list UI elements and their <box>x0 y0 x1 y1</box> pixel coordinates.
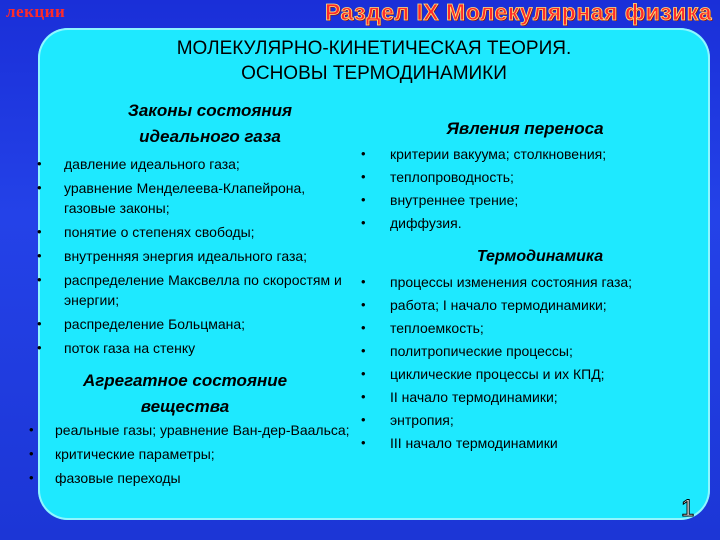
thermo-list <box>362 272 702 456</box>
list-item: • энтропия; <box>362 410 702 430</box>
list-item: • уравнение Менделеева-Клапейрона, газовые законы; <box>38 178 358 218</box>
slide-title-line2: ОСНОВЫ ТЕРМОДИНАМИКИ <box>241 63 507 84</box>
list-item: • диффузия. <box>362 213 702 233</box>
list-item: • поток газа на стенку <box>38 338 358 358</box>
list-item: • теплопроводность; <box>362 167 702 187</box>
list-item: • циклические процессы и их КПД; <box>362 364 702 384</box>
list-item: • критические параметры; <box>30 444 350 464</box>
ideal-gas-heading-line2: идеального газа <box>139 127 281 146</box>
aggregate-heading-line2: вещества <box>140 397 230 416</box>
header-lecture-label: лекции <box>6 2 66 21</box>
aggregate-heading-line1: Агрегатное состояние <box>82 371 288 390</box>
page-number: 1 <box>681 495 695 522</box>
list-item: • теплоемкость; <box>362 318 702 338</box>
list-item: • фазовые переходы <box>30 468 350 488</box>
thermo-heading: Термодинамика <box>476 248 604 265</box>
list-item: • III начало термодинамики <box>362 433 702 453</box>
ideal-gas-heading <box>80 98 340 150</box>
aggregate-list <box>30 420 350 492</box>
list-item: • внутреннее трение; <box>362 190 702 210</box>
ideal-gas-list <box>38 154 358 362</box>
slide-title <box>38 36 710 86</box>
header-section-title: Раздел IX Молекулярная физика <box>324 0 712 25</box>
slide-title-line1: МОЛЕКУЛЯРНО-КИНЕТИЧЕСКАЯ ТЕОРИЯ. <box>176 38 572 59</box>
list-item: • реальные газы; уравнение Ван-дер-Ваальса; <box>30 420 350 440</box>
list-item: • понятие о степенях свободы; <box>38 222 358 242</box>
list-item: • критерии вакуума; столкновения; <box>362 144 702 164</box>
list-item: • процессы изменения состояния газа; <box>362 272 702 292</box>
ideal-gas-heading-line1: Законы состояния <box>127 101 293 120</box>
list-item: • II начало термодинамики; <box>362 387 702 407</box>
list-item: • распределение Максвелла по скоростям и энергии; <box>38 270 358 310</box>
transport-heading: Явления переноса <box>446 119 604 138</box>
list-item: • распределение Больцмана; <box>38 314 358 334</box>
aggregate-heading <box>60 368 310 420</box>
list-item: • внутренняя энергия идеального газа; <box>38 246 358 266</box>
list-item: • политропические процессы; <box>362 341 702 361</box>
list-item: • работа; I начало термодинамики; <box>362 295 702 315</box>
list-item: • давление идеального газа; <box>38 154 358 174</box>
transport-list <box>362 144 702 236</box>
